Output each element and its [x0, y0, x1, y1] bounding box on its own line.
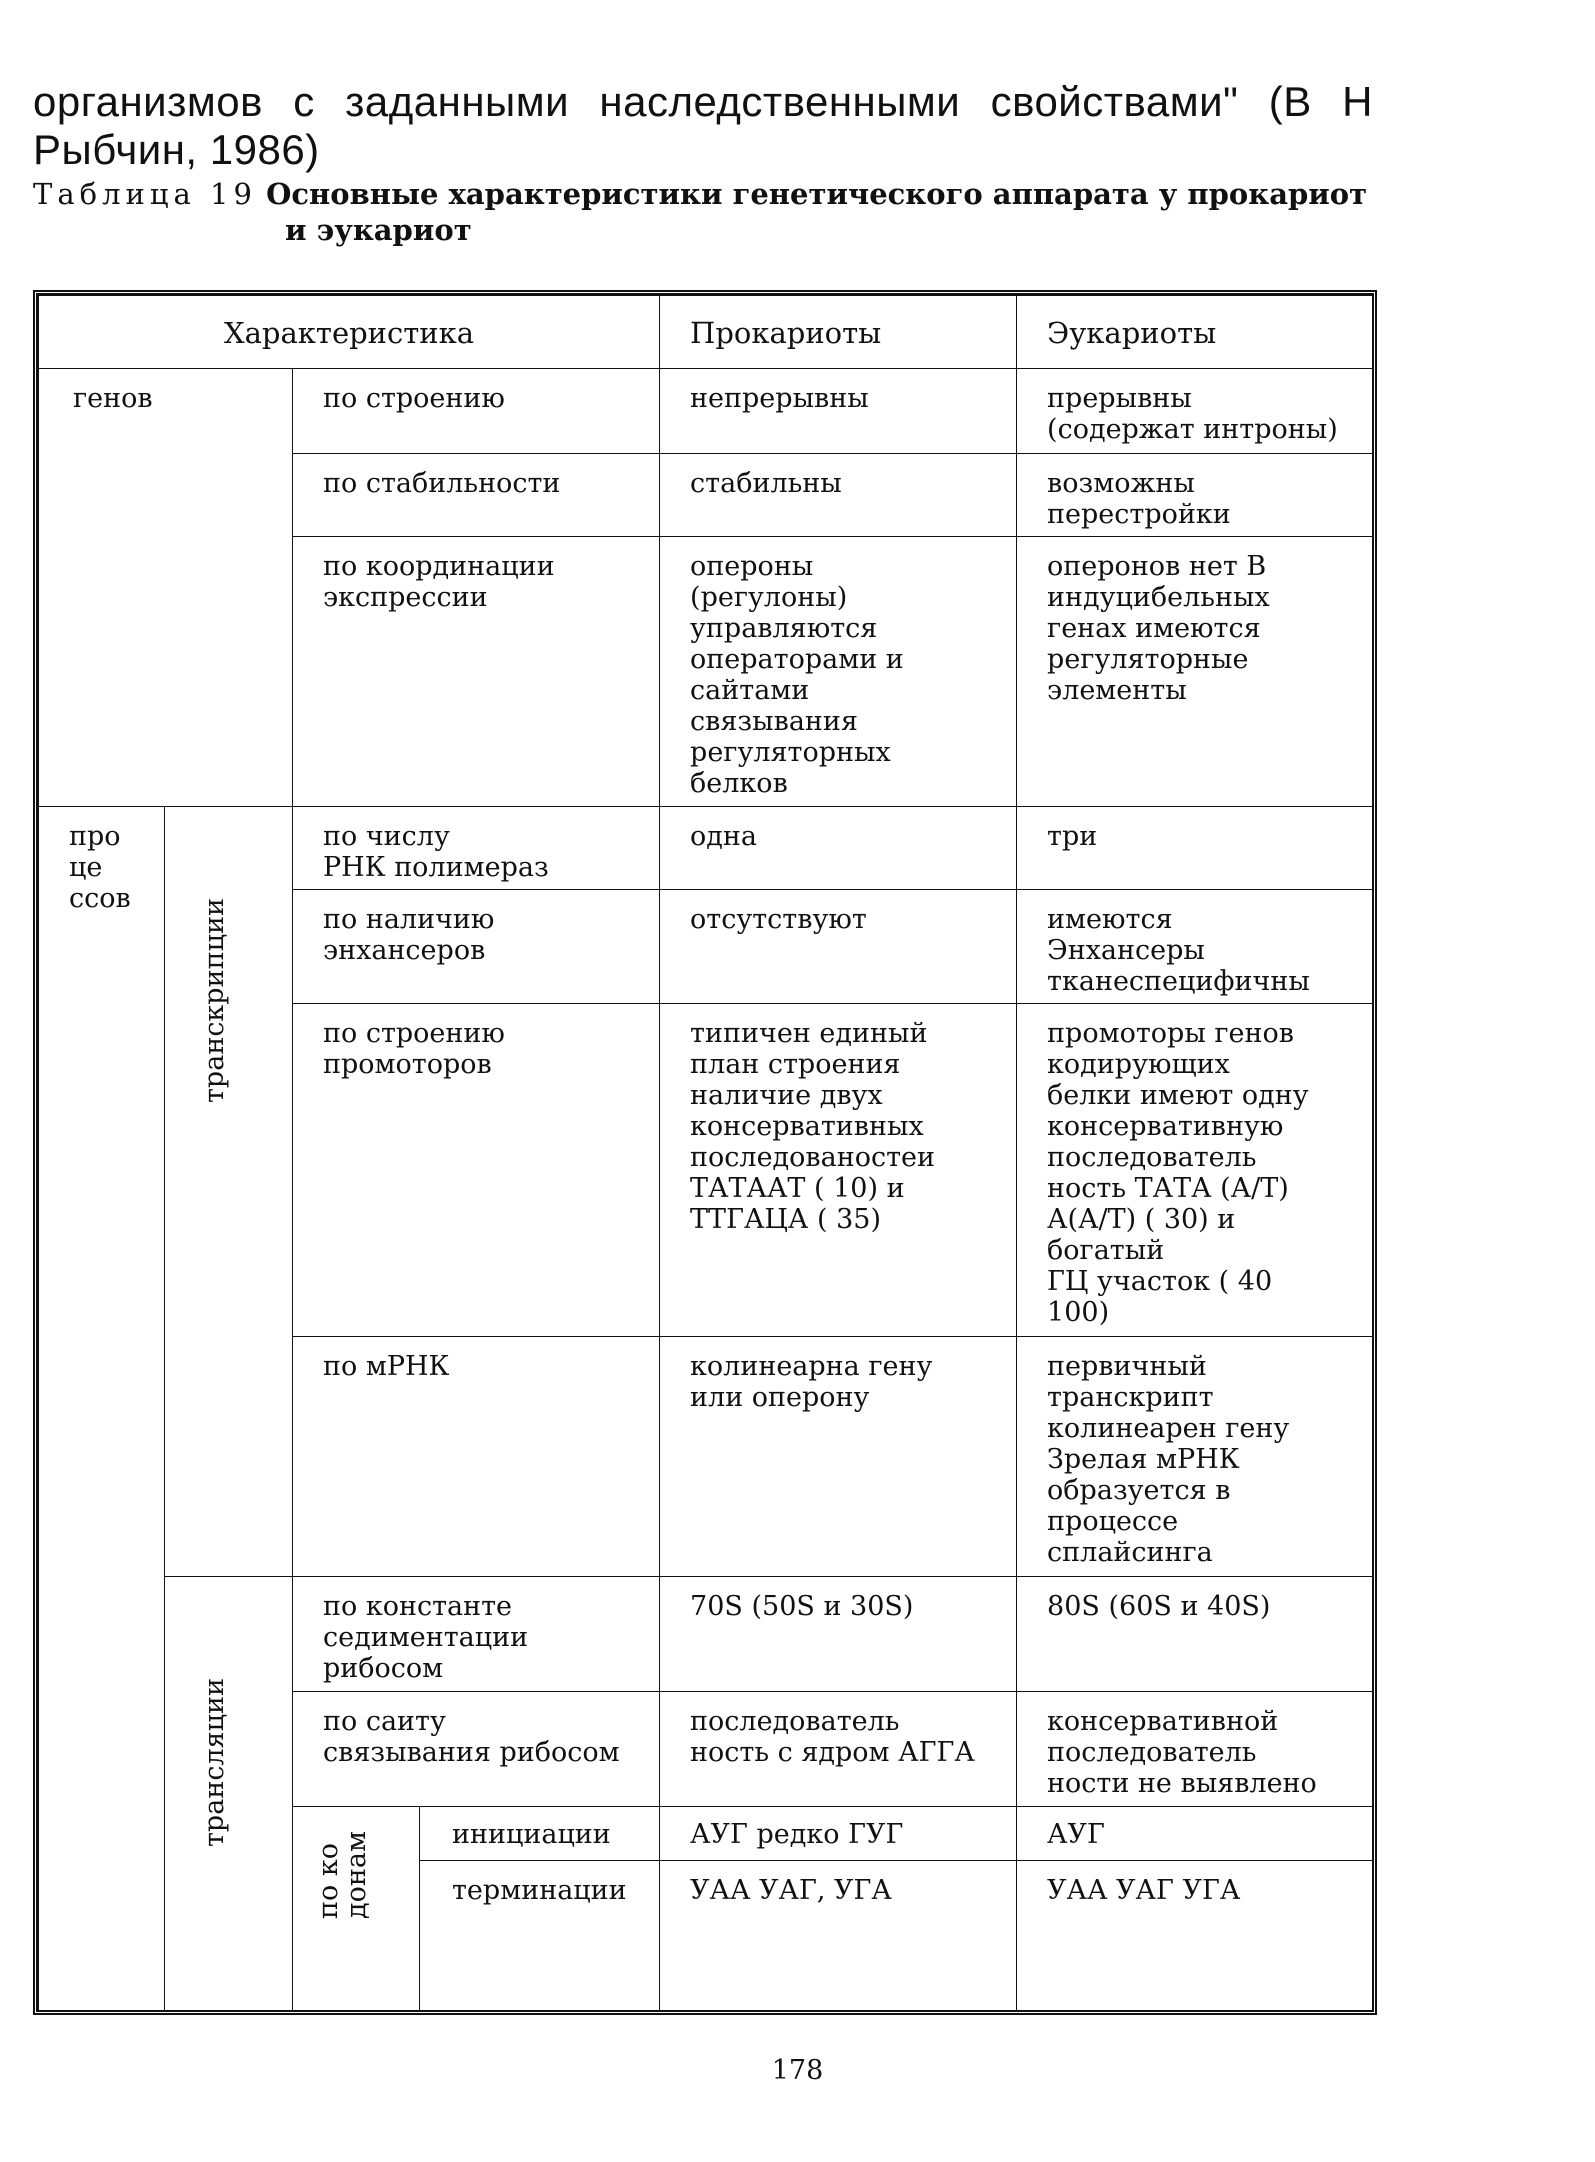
header-prokaryotes: Прокариоты — [660, 296, 1017, 369]
eukaryotes-cell: оперонов нет В индуцибельных генах имеются регуляторные элементы — [1017, 537, 1373, 807]
prokaryotes-cell: колинеарна гену или оперону — [660, 1337, 1017, 1577]
intro-text — [33, 78, 1373, 174]
intro-line-2: Рыбчин, 1986) — [33, 126, 320, 173]
prokaryotes-cell: последователь ность с ядром АГГА — [660, 1692, 1017, 1807]
prokaryotes-cell: АУГ редко ГУГ — [660, 1807, 1017, 1861]
eukaryotes-cell: возможны перестройки — [1017, 454, 1373, 537]
group-processes: про це ссов — [39, 807, 165, 2011]
table-title: Основные характеристики генетического аппарата у прокариот — [266, 177, 1368, 211]
group-translation — [165, 1577, 293, 2011]
criterion-cell: по константе седиментации рибосом — [293, 1577, 660, 1692]
criterion-cell: по строению промоторов — [293, 1004, 660, 1337]
criterion-cell: по координации экспрессии — [293, 537, 660, 807]
eukaryotes-cell: первичный транскрипт колинеарен гену Зрелая мРНК образуется в процессе сплайсинга — [1017, 1337, 1373, 1577]
prokaryotes-cell: 70S (50S и 30S) — [660, 1577, 1017, 1692]
group-translation-label: трансляции — [199, 1678, 230, 1847]
table-label: Таблица 19 — [33, 177, 257, 211]
group-genes: генов — [39, 369, 293, 807]
criterion-cell: по числу РНК полимераз — [293, 807, 660, 890]
prokaryotes-cell: типичен единый план строения наличие двух консервативных последованостеи ТАТААТ ( 10) и ТТГАЦА ( 35) — [660, 1004, 1017, 1337]
prokaryotes-cell: одна — [660, 807, 1017, 890]
group-transcription — [165, 807, 293, 1577]
prokaryotes-cell: стабильны — [660, 454, 1017, 537]
criterion-cell: инициации — [420, 1807, 660, 1861]
criterion-cell: по мРНК — [293, 1337, 660, 1577]
group-codons — [293, 1807, 420, 2011]
table-title-continuation: и эукариот — [285, 213, 472, 247]
eukaryotes-cell: АУГ — [1017, 1807, 1373, 1861]
criterion-cell: по стабильности — [293, 454, 660, 537]
prokaryotes-cell: УАА УАГ, УГА — [660, 1861, 1017, 2011]
criterion-cell: по саиту связывания рибосом — [293, 1692, 660, 1807]
comparison-table-frame — [33, 290, 1377, 2015]
intro-line-1: организмов с заданными наследственными свойствами" (В Н — [33, 78, 1373, 125]
table-row — [39, 369, 1373, 454]
table-row — [39, 1577, 1373, 1692]
prokaryotes-cell: опероны (регулоны) управляются операторами и сайтами связывания регуляторных белков — [660, 537, 1017, 807]
header-characteristic: Характеристика — [39, 296, 660, 369]
eukaryotes-cell: УАА УАГ УГА — [1017, 1861, 1373, 2011]
prokaryotes-cell: непрерывны — [660, 369, 1017, 454]
eukaryotes-cell: 80S (60S и 40S) — [1017, 1577, 1373, 1692]
header-eukaryotes: Эукариоты — [1017, 296, 1373, 369]
group-codons-label: по ко донам — [313, 1831, 372, 1919]
eukaryotes-cell: промоторы генов кодирующих белки имеют одну консервативную последователь ность ТАТА (А/Т) А(А/Т) ( 30) и богатый ГЦ участок ( 40 100) — [1017, 1004, 1373, 1337]
comparison-table — [38, 295, 1373, 2011]
eukaryotes-cell: три — [1017, 807, 1373, 890]
table-caption — [33, 176, 1373, 248]
header-row — [39, 296, 1373, 369]
eukaryotes-cell: консервативной последователь ности не выявлено — [1017, 1692, 1373, 1807]
criterion-cell: по строению — [293, 369, 660, 454]
criterion-cell: по наличию энхансеров — [293, 890, 660, 1004]
eukaryotes-cell: прерывны (содержат интроны) — [1017, 369, 1373, 454]
table-row — [39, 807, 1373, 890]
prokaryotes-cell: отсутствуют — [660, 890, 1017, 1004]
group-transcription-label: транскрипции — [199, 898, 230, 1103]
criterion-cell: терминации — [420, 1861, 660, 2011]
page-number: 178 — [771, 2055, 824, 2086]
eukaryotes-cell: имеются Энхансеры тканеспецифичны — [1017, 890, 1373, 1004]
